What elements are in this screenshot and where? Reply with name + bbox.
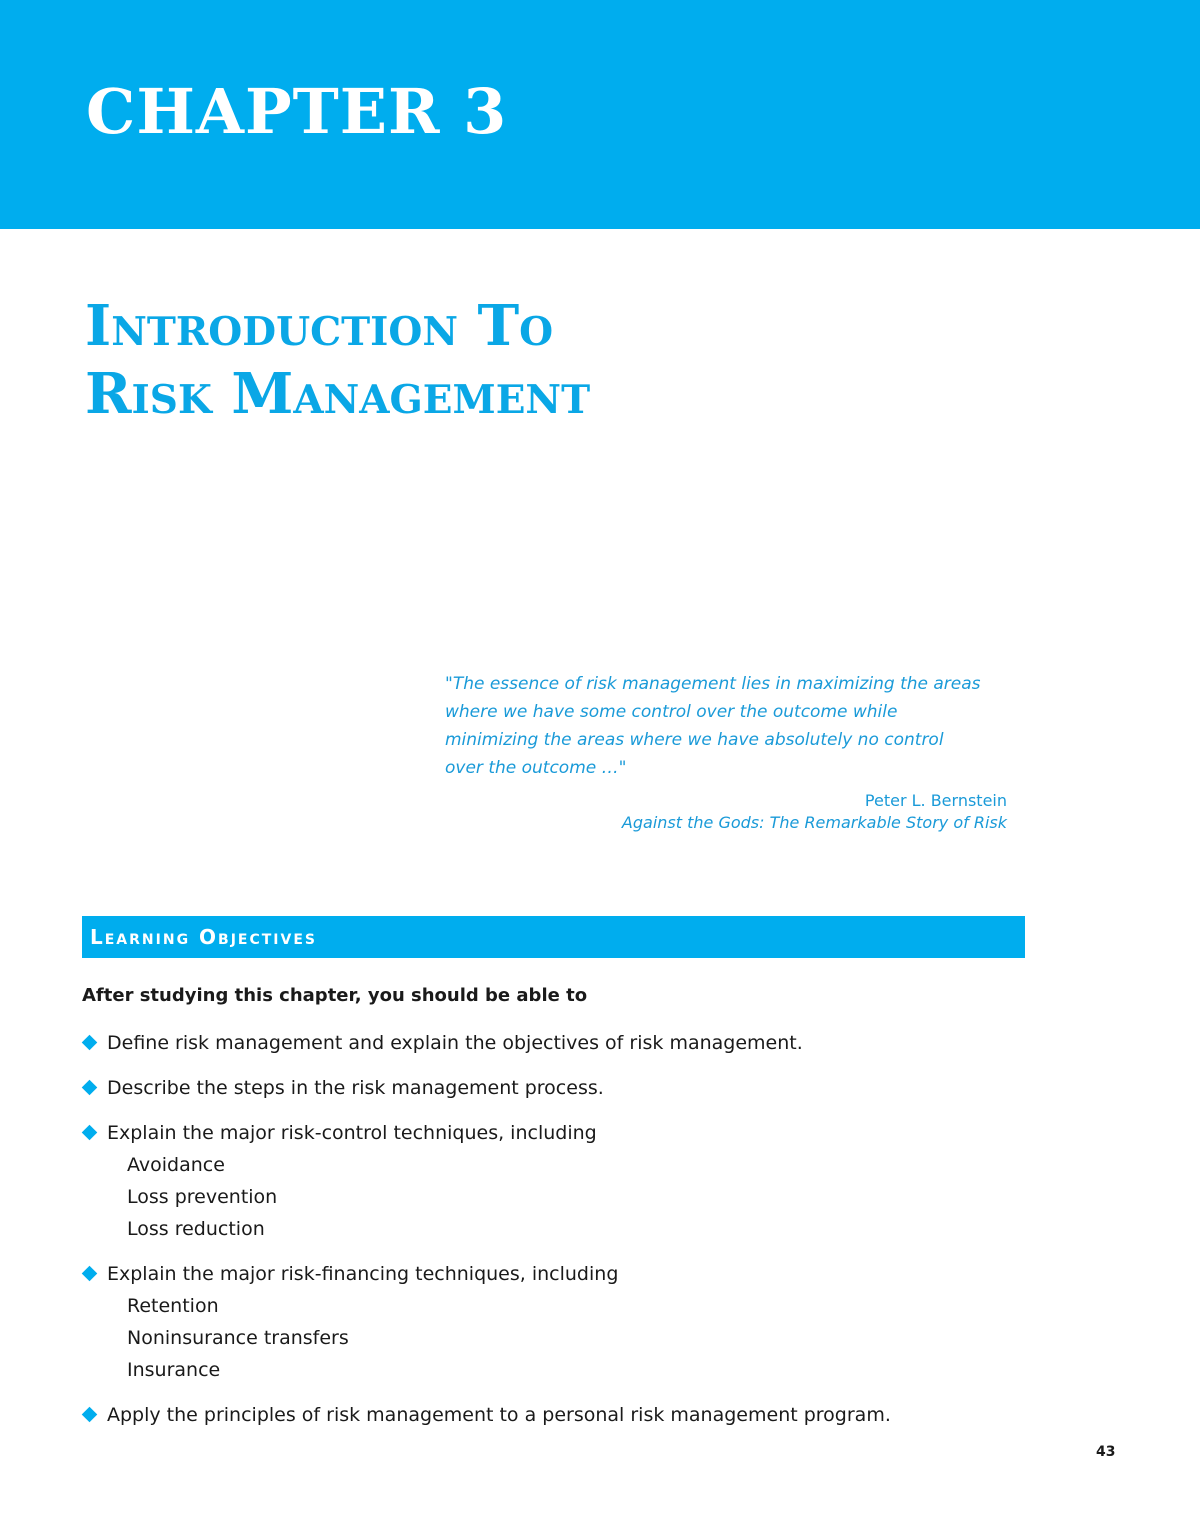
diamond-bullet-icon [82,1035,98,1051]
epigraph-author: Peter L. Bernstein [864,791,1007,810]
objective-text: Describe the steps in the risk management process. [107,1077,604,1099]
objective-subitem: Insurance [127,1359,221,1381]
diamond-bullet-icon [82,1407,98,1423]
diamond-bullet-icon [82,1266,98,1282]
objective-subitem: Loss reduction [127,1218,265,1240]
objective-text: Explain the major risk-control techniques, including [107,1122,597,1144]
objective-item [82,1258,1032,1386]
objective-subitem: Avoidance [127,1154,225,1176]
objective-text: Apply the principles of risk management to a personal risk management program. [107,1404,891,1426]
objective-item [82,1027,1032,1059]
chapter-label: CHAPTER 3 [86,75,508,148]
objective-item [82,1399,1032,1431]
objectives-intro: After studying this chapter, you should be able to [82,985,588,1006]
diamond-bullet-icon [82,1080,98,1096]
chapter-title [85,292,590,428]
objective-item [82,1072,1032,1104]
chapter-title-line-1: Introduction To [85,293,554,359]
objective-text: Define risk management and explain the objectives of risk management. [107,1032,803,1054]
objective-subitem: Noninsurance transfers [127,1327,349,1349]
objective-sublist [107,1290,1032,1386]
chapter-header-band [0,0,1200,229]
diamond-bullet-icon [82,1125,98,1141]
objectives-heading: Learning Objectives [90,925,317,949]
epigraph-work: Against the Gods: The Remarkable Story of Risk [621,813,1007,832]
epigraph-quote: "The essence of risk management lies in maximizing the areas where we have some control over the outcome while minimizing the areas where we have absolutely no control over the outcome …" [445,674,981,778]
objective-text: Explain the major risk-financing techniques, including [107,1263,619,1285]
objectives-list [82,1027,1032,1444]
chapter-title-line-2: Risk Management [85,361,591,427]
objective-item [82,1117,1032,1245]
objective-subitem: Loss prevention [127,1186,278,1208]
objective-subitem: Retention [127,1295,219,1317]
objective-sublist [107,1149,1032,1245]
epigraph [445,670,1007,834]
epigraph-attribution [445,790,1007,834]
page-number: 43 [1096,1444,1116,1460]
objectives-heading-bar [82,916,1025,958]
